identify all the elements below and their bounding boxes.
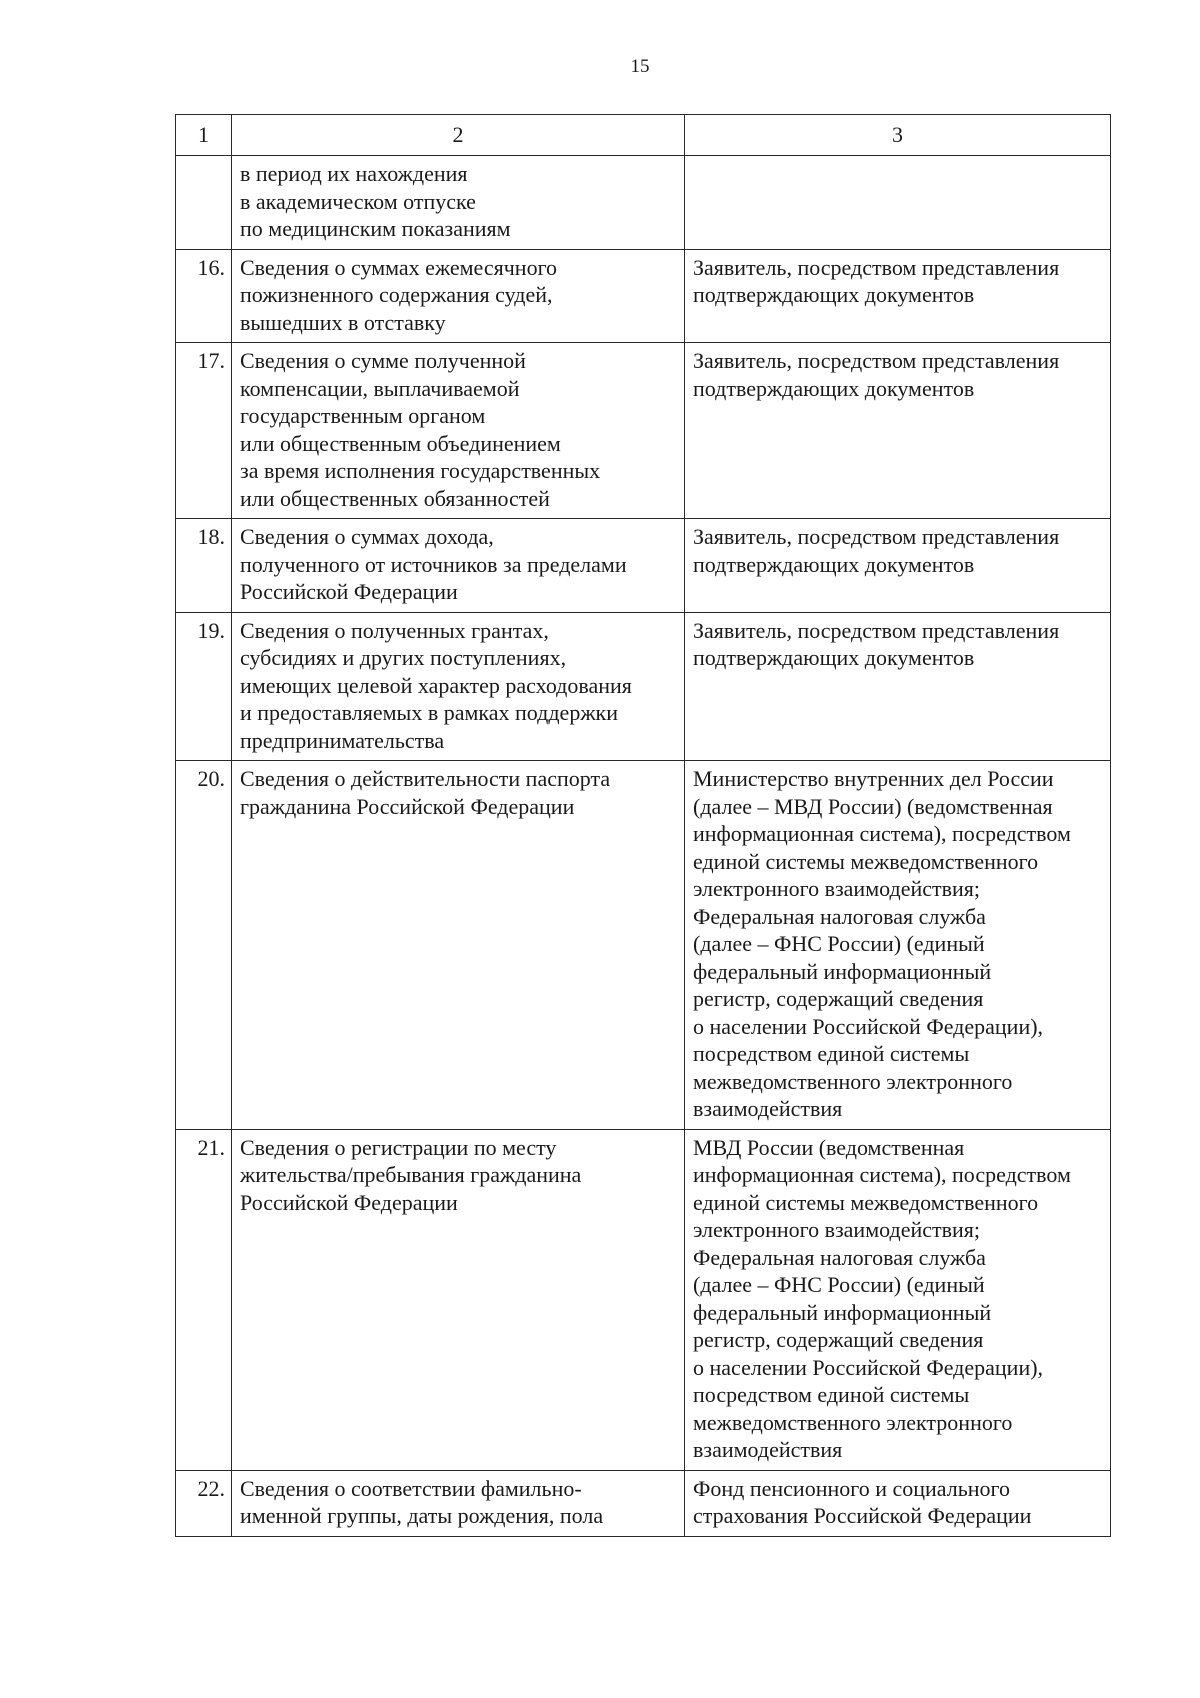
source-cell [685,761,1111,1130]
source-cell [685,519,1111,613]
source-line: о населении Российской Федерации), [693,1354,1044,1380]
info-line: или общественным объединением [240,430,561,456]
source-line: подтверждающих документов [693,375,975,401]
source-line: Заявитель, посредством представления [693,254,1060,280]
source-cell [685,343,1111,519]
source-line: Министерство внутренних дел России [693,766,1054,791]
info-cell [232,1470,685,1536]
source-line: подтверждающих документов [693,551,975,577]
source-line: электронного взаимодействия; [693,876,980,901]
header-col-2: 2 [232,115,685,156]
source-line: электронного взаимодействия; [693,1217,980,1242]
source-line: единой системы межведомственного [693,848,1039,874]
continuation-row [176,156,1111,250]
table-row [176,519,1111,613]
source-line: посредством единой системы [693,1041,970,1066]
source-line: регистр, содержащий сведения [693,1327,984,1352]
table-row [176,761,1111,1130]
source-line: Федеральная налоговая служба [693,1244,986,1270]
source-line: (далее – ФНС России) (единый [693,1272,985,1297]
info-line: Российской Федерации [240,1189,458,1215]
source-line: Федеральная налоговая служба [693,903,986,929]
source-cell [685,249,1111,343]
info-line: Сведения о полученных грантах, [240,617,549,643]
info-line: Сведения о сумме полученной [240,348,526,373]
table-header-row [176,115,1111,156]
info-cell [232,761,685,1130]
info-line: жительства/пребывания гражданина [240,1162,582,1187]
header-col-3: 3 [685,115,1111,156]
info-line: и предоставляемых в рамках поддержки [240,700,618,725]
source-line: посредством единой системы [693,1382,970,1407]
source-line: взаимодействия [693,1437,843,1462]
row-number-cell: 21. [176,1129,232,1470]
source-line: Заявитель, посредством представления [693,348,1060,373]
info-line: субсидиях и других поступлениях, [240,645,567,670]
row-number-cell: 20. [176,761,232,1130]
info-line: имеющих целевой характер расходования [240,672,632,698]
source-cell [685,1129,1111,1470]
table-row [176,249,1111,343]
table-row [176,1129,1111,1470]
info-cell [232,249,685,343]
info-line: именной группы, даты рождения, пола [240,1503,604,1528]
info-line: Сведения о действительности паспорта [240,766,611,791]
source-line: Заявитель, посредством представления [693,524,1060,549]
table-row [176,612,1111,761]
source-line: подтверждающих документов [693,282,975,307]
info-line: вышедших в отставку [240,309,446,335]
info-cell [232,612,685,761]
source-line: межведомственного электронного [693,1068,1013,1094]
source-line: межведомственного электронного [693,1409,1013,1435]
row-number-cell: 22. [176,1470,232,1536]
info-line: государственным органом [240,403,486,428]
row-number-cell: 17. [176,343,232,519]
table-row [176,1470,1111,1536]
row-number-cell: 19. [176,612,232,761]
continuation-line: в академическом отпуске [240,188,476,214]
info-line: компенсации, выплачиваемой [240,375,520,401]
continuation-line: по медицинским показаниям [240,216,511,241]
info-line: предпринимательства [240,727,445,753]
source-cell [685,1470,1111,1536]
info-line: Сведения о суммах ежемесячного [240,254,558,280]
source-cell [685,612,1111,761]
data-sources-table [175,114,1111,1537]
source-line: информационная система), посредством [693,821,1071,846]
info-cell [232,519,685,613]
source-line: взаимодействия [693,1096,843,1121]
info-line: Сведения о регистрации по месту [240,1134,557,1160]
source-line: регистр, содержащий сведения [693,986,984,1011]
info-cell [232,343,685,519]
source-line: МВД России (ведомственная [693,1134,965,1160]
continuation-source-cell [685,156,1111,250]
table-row [176,343,1111,519]
header-col-1: 1 [176,115,232,156]
source-line: страхования Российской Федерации [693,1503,1032,1528]
info-line: Российской Федерации [240,579,458,604]
info-cell [232,1129,685,1470]
info-line: или общественных обязанностей [240,485,550,511]
source-line: единой системы межведомственного [693,1189,1039,1215]
info-line: Сведения о соответствии фамильно- [240,1475,582,1501]
row-number-cell: 18. [176,519,232,613]
source-line: подтверждающих документов [693,645,975,670]
continuation-line: в период их нахождения [240,161,468,186]
continuation-num-cell [176,156,232,250]
source-line: Фонд пенсионного и социального [693,1475,1011,1501]
info-line: полученного от источников за пределами [240,551,627,577]
info-line: пожизненного содержания судей, [240,282,553,307]
source-line: (далее – МВД России) (ведомственная [693,793,1053,819]
info-line: за время исполнения государственных [240,458,601,483]
source-line: федеральный информационный [693,958,992,984]
row-number-cell: 16. [176,249,232,343]
info-line: Сведения о суммах дохода, [240,524,494,549]
source-line: (далее – ФНС России) (единый [693,931,985,956]
source-line: Заявитель, посредством представления [693,617,1060,643]
source-line: федеральный информационный [693,1299,992,1325]
info-line: гражданина Российской Федерации [240,793,575,819]
source-line: информационная система), посредством [693,1162,1071,1187]
source-line: о населении Российской Федерации), [693,1013,1044,1039]
page-number: 15 [630,56,650,77]
continuation-info-cell [232,156,685,250]
